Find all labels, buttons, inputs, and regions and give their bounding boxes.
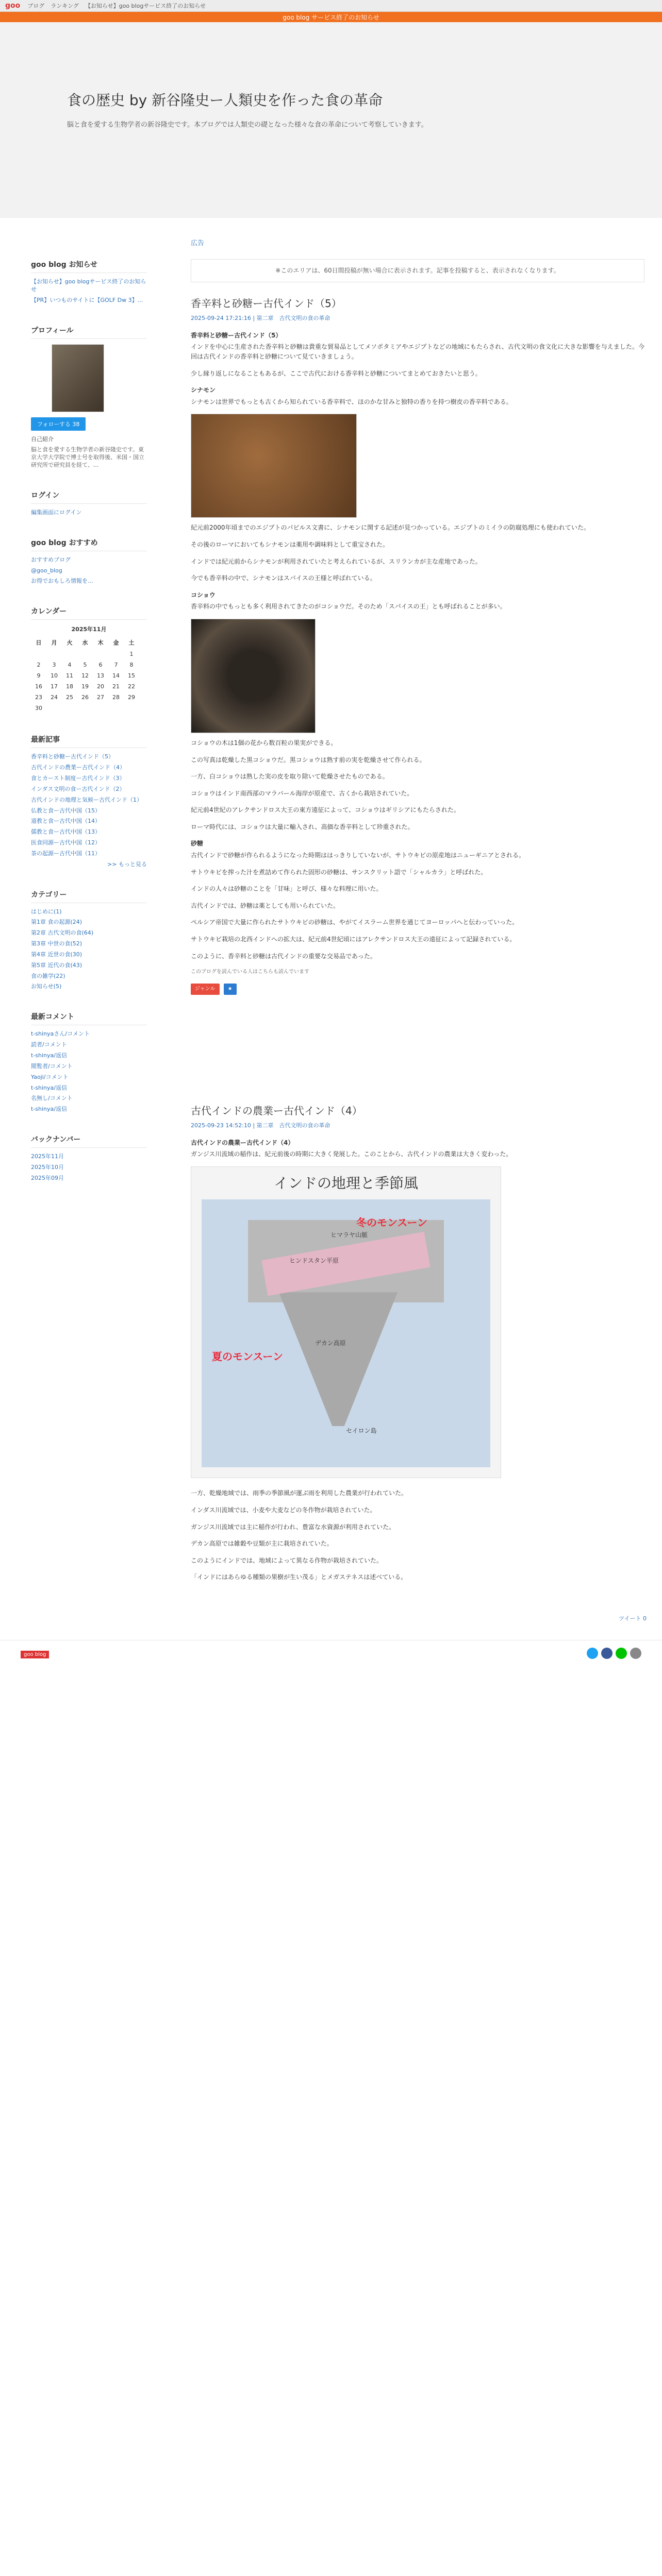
recent-post-link[interactable]: 食とカースト制度ー古代インド（3）: [31, 774, 125, 782]
tweet-label: ツイート: [619, 1615, 641, 1622]
twitter-icon[interactable]: [587, 1648, 598, 1659]
post1-para: 少し縁り返しになることもあるが、ここで古代における香辛料と砂糖についてまとめておきたいと思う。: [191, 369, 482, 377]
post1-para: 紀元前4世紀のアレクサンドロス大王の東方遠征によって、コショウはギリシアにもたらされた。: [191, 806, 460, 814]
calendar-heading: カレンダー: [31, 606, 147, 620]
recommend-item-1[interactable]: おすすめブログ: [31, 556, 71, 563]
backnumber-list: [31, 1153, 147, 1182]
line-icon[interactable]: [616, 1648, 627, 1659]
comment-link[interactable]: Yaoji/コメント: [31, 1073, 69, 1080]
post2-para: 一方、乾燥地域では、雨季の季節風が運ぶ雨を利用した農業が行われていた。: [191, 1489, 408, 1497]
post1-para: インドの人々は砂糖のことを「甘味」と呼び、様々な料理に用いた。: [191, 885, 383, 893]
post1-heading-sugar: 砂糖: [191, 840, 204, 848]
post1-para: 香辛料の中でもっとも多く利用されてきたのがコショウだ。そのため「スパイスの王」とも呼ばれることが多い。: [191, 603, 506, 611]
calendar-day[interactable]: 10: [51, 672, 58, 680]
post1-para: その後のローマにおいてもシナモンは薬用や調味料として重宝された。: [191, 540, 389, 548]
calendar-day: [108, 703, 124, 714]
calendar-day[interactable]: 11: [66, 672, 73, 680]
ceylon-label: セイロン島: [346, 1427, 377, 1435]
ranking-badges: [191, 984, 644, 995]
calendar-day[interactable]: 20: [97, 683, 104, 690]
follow-button[interactable]: [31, 417, 86, 431]
post2-para: ガンジス川流域では主に稲作が行われ、豊富な水資源が利用されていた。: [191, 1523, 395, 1531]
summer-monsoon-label: 夏のモンスーン: [212, 1350, 283, 1363]
post1-para: 古代インドで砂糖が作られるようになった時期ははっきりしていないが、サトウキビの原産地はニューギニアとされる。: [191, 852, 525, 859]
calendar-day: [124, 703, 139, 714]
category-heading: カテゴリー: [31, 889, 147, 903]
post1-para: インドを中心に生産された香辛料と砂糖は貴重な貿易品としてメソポタミアやエジプトなどの地域にもたらされ、古代文明の食文化に大きな影響を与えました。今回は古代インドの香辛料と砂糖について見ていきましょう。: [191, 343, 644, 360]
recent-list: [31, 753, 147, 857]
post1-para: 紀元前2000年頃までのエジプトのパピルス文書に、シナモンに関する記述が見つかっている。エジプトのミイラの防腐処理にも使われていた。: [191, 524, 590, 532]
post1-para: 一方、白コショウは熟した実の皮を取り除いて乾燥させたものである。: [191, 773, 389, 781]
calendar-day[interactable]: 6: [98, 662, 103, 669]
sns-icons: [587, 1648, 641, 1659]
category-link[interactable]: 第5章 近代の食(43): [31, 961, 82, 969]
inactivity-notice: ※このエリアは、60日間投稿が無い場合に表示されます。記事を投稿すると、表示されなくなります。: [191, 259, 644, 282]
calendar-day[interactable]: 19: [81, 683, 89, 690]
post1-para: 古代インドでは、砂糖は薬としても用いられていた。: [191, 902, 340, 909]
related-label-1: このブログを読んでいる人は: [191, 969, 258, 975]
top-link-notice[interactable]: 【お知らせ】goo blogサービス終了のお知らせ: [85, 3, 206, 9]
recent-post-link[interactable]: 医食同源ー古代中国（12）: [31, 839, 101, 846]
blog-header: [0, 22, 662, 218]
category-link[interactable]: 第2章 古代文明の食(64): [31, 929, 94, 937]
calendar-day[interactable]: 29: [128, 694, 135, 701]
footer-logo[interactable]: goo blog: [21, 1651, 49, 1658]
category-link[interactable]: お知らせ(5): [31, 983, 62, 990]
related-label-2: こちらも読んでいます: [258, 969, 309, 975]
himalaya-label: ヒマラヤ山脈: [330, 1231, 368, 1239]
tweet-count: 0: [643, 1615, 647, 1622]
category-link[interactable]: 第4章 近世の食(30): [31, 951, 82, 958]
top-bar: [0, 0, 662, 12]
post1-heading-cinnamon: シナモン: [191, 386, 216, 394]
profile-avatar[interactable]: [52, 344, 104, 412]
recent-post-link[interactable]: 香辛料と砂糖ー古代インド（5）: [31, 753, 114, 760]
calendar-day: [46, 649, 62, 659]
backnumber-link[interactable]: 2025年10月: [31, 1163, 64, 1171]
category-link[interactable]: はじめに(1): [31, 908, 62, 915]
calendar-day[interactable]: 27: [97, 694, 104, 701]
main-content: [191, 239, 644, 1589]
ranking-badge-label: ジャンル: [195, 986, 216, 992]
calendar-day: [31, 649, 46, 659]
calendar-day: [77, 703, 93, 714]
post1-para: コショウの木は1個の花から数百粒の果実ができる。: [191, 739, 337, 747]
post1-heading-pepper: コショウ: [191, 591, 216, 599]
calendar-weekday: 土: [128, 639, 135, 647]
post2-heading: 古代インドの農業ー古代インド（4）: [191, 1139, 294, 1146]
post2-para: ガンジス川流域の稲作は、紀元前後の時期に大きく発展した。このことから、古代インドの農業は大きく変わった。: [191, 1150, 512, 1158]
calendar-day: [62, 703, 77, 714]
comment-link[interactable]: t-shinya/返信: [31, 1106, 67, 1113]
calendar: [31, 636, 139, 714]
post1-para: シナモンは世界でもっとも古くから知られている香辛料で、ほのかな甘みと独特の香りを持つ樹皮の香辛料である。: [191, 398, 512, 405]
service-end-banner[interactable]: [0, 12, 662, 22]
cinnamon-photo: [191, 414, 357, 518]
recommend-heading: goo blog おすすめ: [31, 537, 147, 551]
comment-link[interactable]: t-shinya/返信: [31, 1052, 67, 1059]
calendar-day[interactable]: 28: [112, 694, 120, 701]
banner-text[interactable]: goo blog サービス終了のお知らせ: [283, 13, 379, 21]
calendar-day[interactable]: 4: [68, 662, 72, 669]
recent-more-link[interactable]: >> もっと見る: [107, 860, 147, 868]
calendar-weekday: 水: [82, 639, 88, 647]
recent-post-link[interactable]: 古代インドの農業ー古代インド（4）: [31, 764, 125, 771]
post1-para: 今でも香辛料の中で、シナモンはスパイスの王様と呼ばれている。: [191, 574, 376, 582]
comment-link[interactable]: t-shinya/返信: [31, 1084, 67, 1091]
post1-para: ローマ時代には、コショウは大量に輸入され、高価な香辛料として珍重された。: [191, 823, 414, 831]
sidebar: [31, 239, 147, 1185]
recommend-item-3[interactable]: お得でおもしろ情報を...: [31, 578, 93, 585]
blog-title[interactable]: 食の歴史 by 新谷隆史ー人類史を作った食の革命: [67, 92, 383, 109]
calendar-day[interactable]: 23: [35, 694, 42, 701]
notice-item-2[interactable]: 【PR】いつものサイトに【GOLF Dw 3】...: [31, 296, 143, 303]
comment-link[interactable]: 閲覧者/コメント: [31, 1062, 73, 1070]
backnumber-heading: バックナンバー: [31, 1134, 147, 1148]
recent-post-link[interactable]: 仏教と食ー古代中国（15）: [31, 807, 101, 814]
post1-para: コショウはインド南西部のマラバール海岸が原産で、古くから栽培されていた。: [191, 789, 413, 797]
follow-count: 38: [72, 420, 80, 428]
blog-subtitle: 脳と食を愛する生物学者の新谷隆史です。本ブログでは人類史の礎となった様々な食の革命について考察していきます。: [67, 121, 428, 129]
calendar-day[interactable]: 16: [35, 683, 42, 690]
post2-date[interactable]: 2025-09-23 14:52:10 | 第二章 古代文明の食の革命: [191, 1122, 330, 1129]
comment-link[interactable]: 読者/コメント: [31, 1041, 67, 1048]
post2-para: デカン高原では雑穀や豆類が主に栽培されていた。: [191, 1540, 333, 1548]
calendar-day: [93, 649, 108, 659]
calendar-day[interactable]: 26: [81, 694, 89, 701]
calendar-weekday: 日: [36, 639, 42, 647]
calendar-day[interactable]: 15: [128, 672, 135, 680]
recent-post-link[interactable]: 茶の起源ー古代中国（11）: [31, 850, 101, 857]
post1-para: サトウキビ栽培の北西インドへの拡大は、紀元前4世紀頃にはアレクサンドロス大王の遠征によって記録されている。: [191, 936, 516, 943]
post1-para: この写真は乾燥した黒コショウだ。黒コショウは熟す前の実を乾燥させて作られる。: [191, 756, 426, 764]
calendar-day[interactable]: 25: [66, 694, 73, 701]
map-land-peninsula: [279, 1292, 398, 1426]
login-heading: ログイン: [31, 490, 147, 504]
calendar-day: [93, 703, 108, 714]
hindustan-label: ヒンドスタン平原: [289, 1257, 339, 1265]
calendar-day: [108, 649, 124, 659]
ranking-badge-2[interactable]: ★: [224, 984, 237, 995]
calendar-day[interactable]: 8: [129, 662, 134, 669]
backnumber-link[interactable]: 2025年11月: [31, 1153, 64, 1160]
india-map-figure: [191, 1166, 501, 1478]
top-link-blog[interactable]: ブログ: [27, 3, 45, 9]
calendar-month: 2025年11月: [71, 626, 107, 633]
calendar-weekday: 金: [113, 639, 119, 647]
calendar-day[interactable]: 9: [37, 672, 41, 680]
category-link[interactable]: 第3章 中世の食(52): [31, 940, 82, 947]
calendar-day[interactable]: 22: [128, 683, 135, 690]
post2-title[interactable]: 古代インドの農業ー古代インド（4）: [191, 1104, 362, 1117]
ranking-badge-1[interactable]: [191, 984, 220, 995]
post1-date[interactable]: 2025-09-24 17:21:16 | 第二章 古代文明の食の革命: [191, 314, 330, 321]
post1-para: サトウキビを搾った汁を煮詰めて作られた固形の砂糖は、サンスクリット語で「シャルカラ」と呼ばれた。: [191, 868, 487, 876]
calendar-day[interactable]: 18: [66, 683, 73, 690]
pepper-photo: [191, 619, 316, 733]
comment-link[interactable]: 名無し/コメント: [31, 1095, 73, 1102]
calendar-day[interactable]: 7: [114, 662, 118, 669]
related-label: [191, 968, 644, 976]
top-link-ranking[interactable]: ランキング: [51, 3, 79, 9]
facebook-icon[interactable]: [601, 1648, 613, 1659]
profile-name-label: 自己紹介: [31, 435, 54, 443]
post2-para: インダス川流域では、小麦や大麦などの冬作物が栽培されていた。: [191, 1506, 376, 1514]
backnumber-link[interactable]: 2025年09月: [31, 1174, 64, 1181]
winter-monsoon-label: 冬のモンスーン: [356, 1216, 427, 1229]
post1-heading: 香辛料と砂糖ー古代インド（5）: [191, 331, 282, 339]
calendar-day[interactable]: 3: [52, 662, 56, 669]
comment-link[interactable]: t-shinyaさん/コメント: [31, 1030, 90, 1038]
spacer: [191, 1002, 644, 1090]
comment-heading: 最新コメント: [31, 1011, 147, 1025]
calendar-weekday: 火: [67, 639, 73, 647]
post2-para: このようにインドでは、地域によって異なる作物が栽培されていた。: [191, 1556, 383, 1564]
map-body: [202, 1199, 490, 1467]
calendar-day[interactable]: 14: [112, 672, 120, 680]
calendar-day[interactable]: 1: [129, 651, 134, 658]
calendar-weekday: 木: [97, 639, 104, 647]
calendar-day[interactable]: 13: [97, 672, 104, 680]
tweet-link[interactable]: [619, 1614, 647, 1622]
post2-para: 「インドにはあらゆる種類の果樹が生い茂る」とメガステネスは述べている。: [191, 1573, 407, 1581]
login-link[interactable]: 編集画面にログイン: [31, 509, 82, 516]
recent-heading: 最新記事: [31, 734, 147, 748]
calendar-day[interactable]: 17: [51, 683, 58, 690]
footer-logo-wrap: [21, 1650, 49, 1658]
calendar-day[interactable]: 24: [51, 694, 58, 701]
deccan-label: デカン高原: [315, 1340, 346, 1347]
category-link[interactable]: 食の雑学(22): [31, 972, 65, 979]
recent-post-link[interactable]: 古代インドの地理と気候ー古代インド（1）: [31, 796, 142, 803]
map-title: インドの地理と季節風: [273, 1174, 418, 1192]
calendar-weekday: 月: [51, 639, 57, 647]
notice-heading: goo blog お知らせ: [31, 259, 147, 273]
recommend-item-2[interactable]: @goo_blog: [31, 567, 62, 574]
calendar-day: [62, 649, 77, 659]
goo-logo[interactable]: goo: [5, 2, 21, 10]
share-icon[interactable]: [630, 1648, 641, 1659]
calendar-day[interactable]: 5: [83, 662, 87, 669]
recent-post-link[interactable]: 道教と食ー古代中国（14）: [31, 818, 101, 825]
category-list: [31, 908, 147, 991]
notice-item-1[interactable]: 【お知らせ】goo blogサービス終了のお知らせ: [31, 278, 146, 293]
profile-heading: プロフィール: [31, 325, 147, 339]
ad-label: 広告: [191, 240, 205, 247]
follow-label: フォローする: [37, 420, 71, 428]
post1-para: インドでは紀元前からシナモンが利用されていたと考えられているが、スリランカが主な産地であった。: [191, 557, 482, 565]
recent-post-link[interactable]: 儒教と食ー古代中国（13）: [31, 828, 101, 836]
calendar-day: [77, 649, 93, 659]
post1-title[interactable]: 香辛料と砂糖ー古代インド（5）: [191, 297, 342, 310]
calendar-day[interactable]: 30: [35, 705, 42, 712]
calendar-day[interactable]: 2: [37, 662, 41, 669]
recent-post-link[interactable]: インダス文明の食ー古代インド（2）: [31, 785, 125, 792]
page-body: [0, 218, 662, 2576]
category-link[interactable]: 第1章 食の起源(24): [31, 919, 82, 926]
calendar-day[interactable]: 21: [112, 683, 120, 690]
comment-list: [31, 1030, 147, 1113]
post1-para: このように、香辛料と砂糖は古代インドの重要な交易品であった。: [191, 952, 376, 960]
calendar-day: [46, 703, 62, 714]
calendar-day[interactable]: 12: [81, 672, 89, 680]
profile-text: 脳と食を愛する生物学者の新谷隆史です。東京大学大学院で博士号を取得後、米国・国立研究所で研究員を経て、...: [31, 446, 144, 469]
post1-para: ペルシア帝国で大量に作られたサトウキビの砂糖は、やがてイスラーム世界を通じてヨーロッパへと伝わっていった。: [191, 919, 519, 926]
